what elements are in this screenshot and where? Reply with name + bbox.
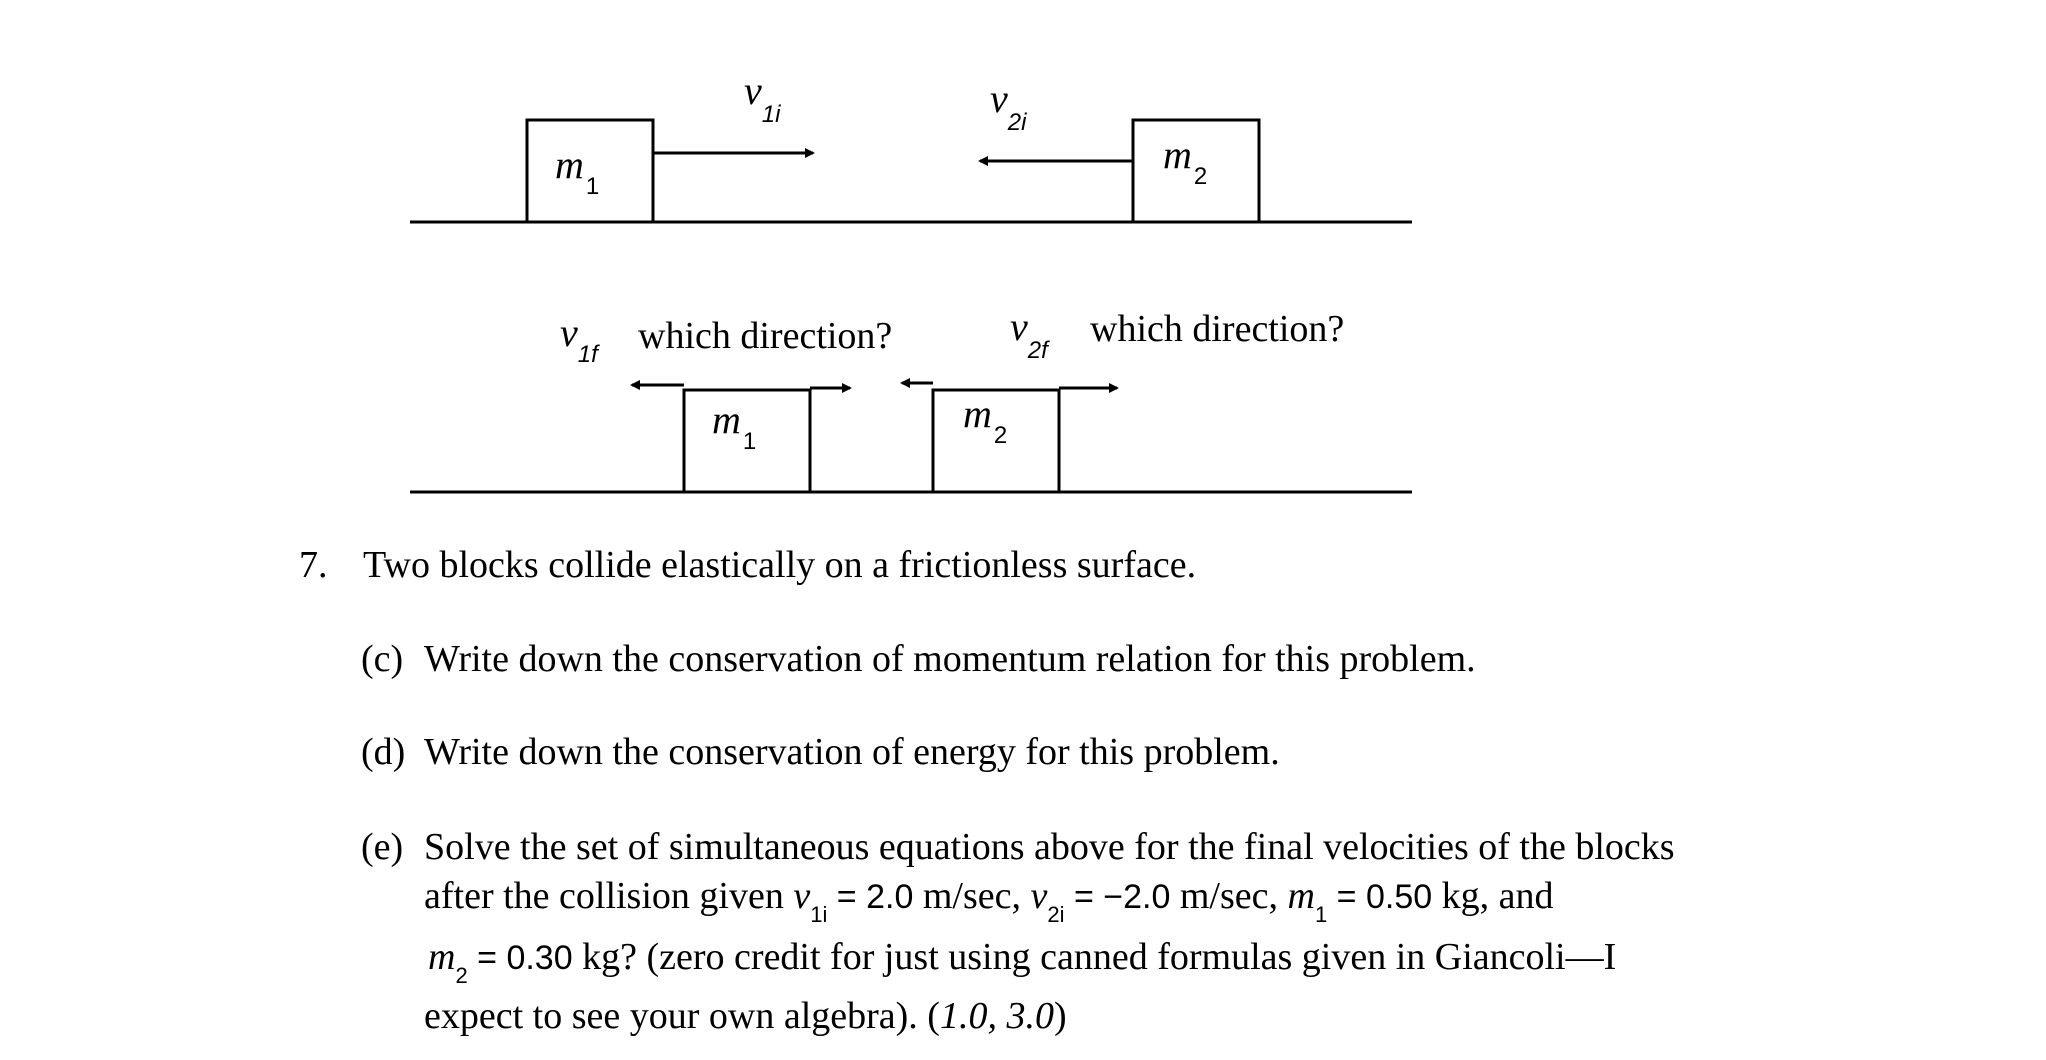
block-m2-top-symbol: m <box>1163 132 1192 177</box>
block-m1-top <box>527 120 653 222</box>
label-v1f-subscript: 1f <box>577 341 598 368</box>
v2i-equals: = <box>1064 878 1104 916</box>
label-v1i-subscript: 1i <box>761 101 781 128</box>
part-e-line3 <box>428 936 1617 988</box>
svg-text:v2f <box>1010 304 1050 364</box>
part-c-text: Write down the conservation of momentum relation for this problem. <box>424 638 1476 680</box>
part-e-label: (e) <box>361 826 404 868</box>
svg-text:v1i <box>744 68 781 128</box>
label-v2f-symbol: v <box>1010 304 1028 349</box>
v1i-subscript: 1i <box>810 902 828 927</box>
block-m2-top-subscript: 2 <box>1193 163 1208 190</box>
problem-statement: Two blocks collide elastically on a frictionless surface. <box>363 544 1197 586</box>
svg-text:v2i <box>990 76 1027 136</box>
m2-equals: = <box>467 939 507 977</box>
part-e-line1: Solve the set of simultaneous equations above for the final velocities of the blocks <box>424 826 1675 868</box>
part-c-label: (c) <box>361 638 404 680</box>
v1i-unit: m/sec, <box>913 875 1031 917</box>
block-m1-top-subscript: 1 <box>585 173 600 200</box>
answer-values: 1.0, 3.0 <box>939 995 1054 1037</box>
block-m1-top-symbol: m <box>555 142 584 187</box>
m1-unit: kg, and <box>1432 875 1554 917</box>
part-d-text: Write down the conservation of energy for this problem. <box>424 731 1280 773</box>
problem-number: 7. <box>299 544 328 586</box>
block-m2-bottom-subscript: 2 <box>993 422 1008 449</box>
v1i-equals: = <box>827 878 867 916</box>
part-e-given-prefix: after the collision given <box>424 875 784 917</box>
m2-value: 0.30 <box>506 939 573 977</box>
m1-equals: = <box>1327 878 1366 916</box>
label-v2i-subscript: 2i <box>1007 109 1027 136</box>
block-m1-bottom-symbol: m <box>712 397 741 442</box>
svg-text:m1 <box>712 397 756 455</box>
svg-text:v1f <box>560 310 600 368</box>
v2i-unit: m/sec, <box>1170 875 1288 917</box>
label-v1f-symbol: v <box>560 310 578 355</box>
which-direction-m1: which direction? <box>638 315 893 357</box>
v1i-value: 2.0 <box>866 878 914 916</box>
part-d-label: (d) <box>361 731 406 773</box>
label-v1i-symbol: v <box>744 68 762 113</box>
svg-text:m2 <box>963 391 1007 449</box>
part-e-line2 <box>424 875 1554 927</box>
label-v2f-subscript: 2f <box>1027 337 1048 364</box>
v1i-symbol: v <box>793 875 811 917</box>
answer-close-paren: ) <box>1053 995 1067 1037</box>
part-e-line4-text: expect to see your own algebra). ( <box>424 995 940 1037</box>
part-e-line4 <box>424 995 1067 1039</box>
v2i-value: −2.0 <box>1103 878 1171 916</box>
svg-text:m2 <box>1163 132 1207 190</box>
part-e-line3-text: kg? (zero credit for just using canned formulas given in Giancoli—I <box>572 936 1617 978</box>
which-direction-m2: which direction? <box>1090 308 1345 350</box>
collision-diagram <box>0 0 2046 520</box>
v2i-subscript: 2i <box>1047 902 1065 927</box>
m1-subscript: 1 <box>1314 902 1328 927</box>
block-m2-bottom-symbol: m <box>963 391 992 436</box>
label-v2i-symbol: v <box>990 76 1008 121</box>
block-m1-bottom-subscript: 1 <box>742 428 757 455</box>
m1-value: 0.50 <box>1365 878 1433 916</box>
m1-symbol: m <box>1287 875 1315 917</box>
v2i-symbol: v <box>1030 875 1048 917</box>
m2-subscript: 2 <box>455 963 468 988</box>
m2-symbol: m <box>428 936 456 978</box>
svg-text:m1 <box>555 142 599 200</box>
